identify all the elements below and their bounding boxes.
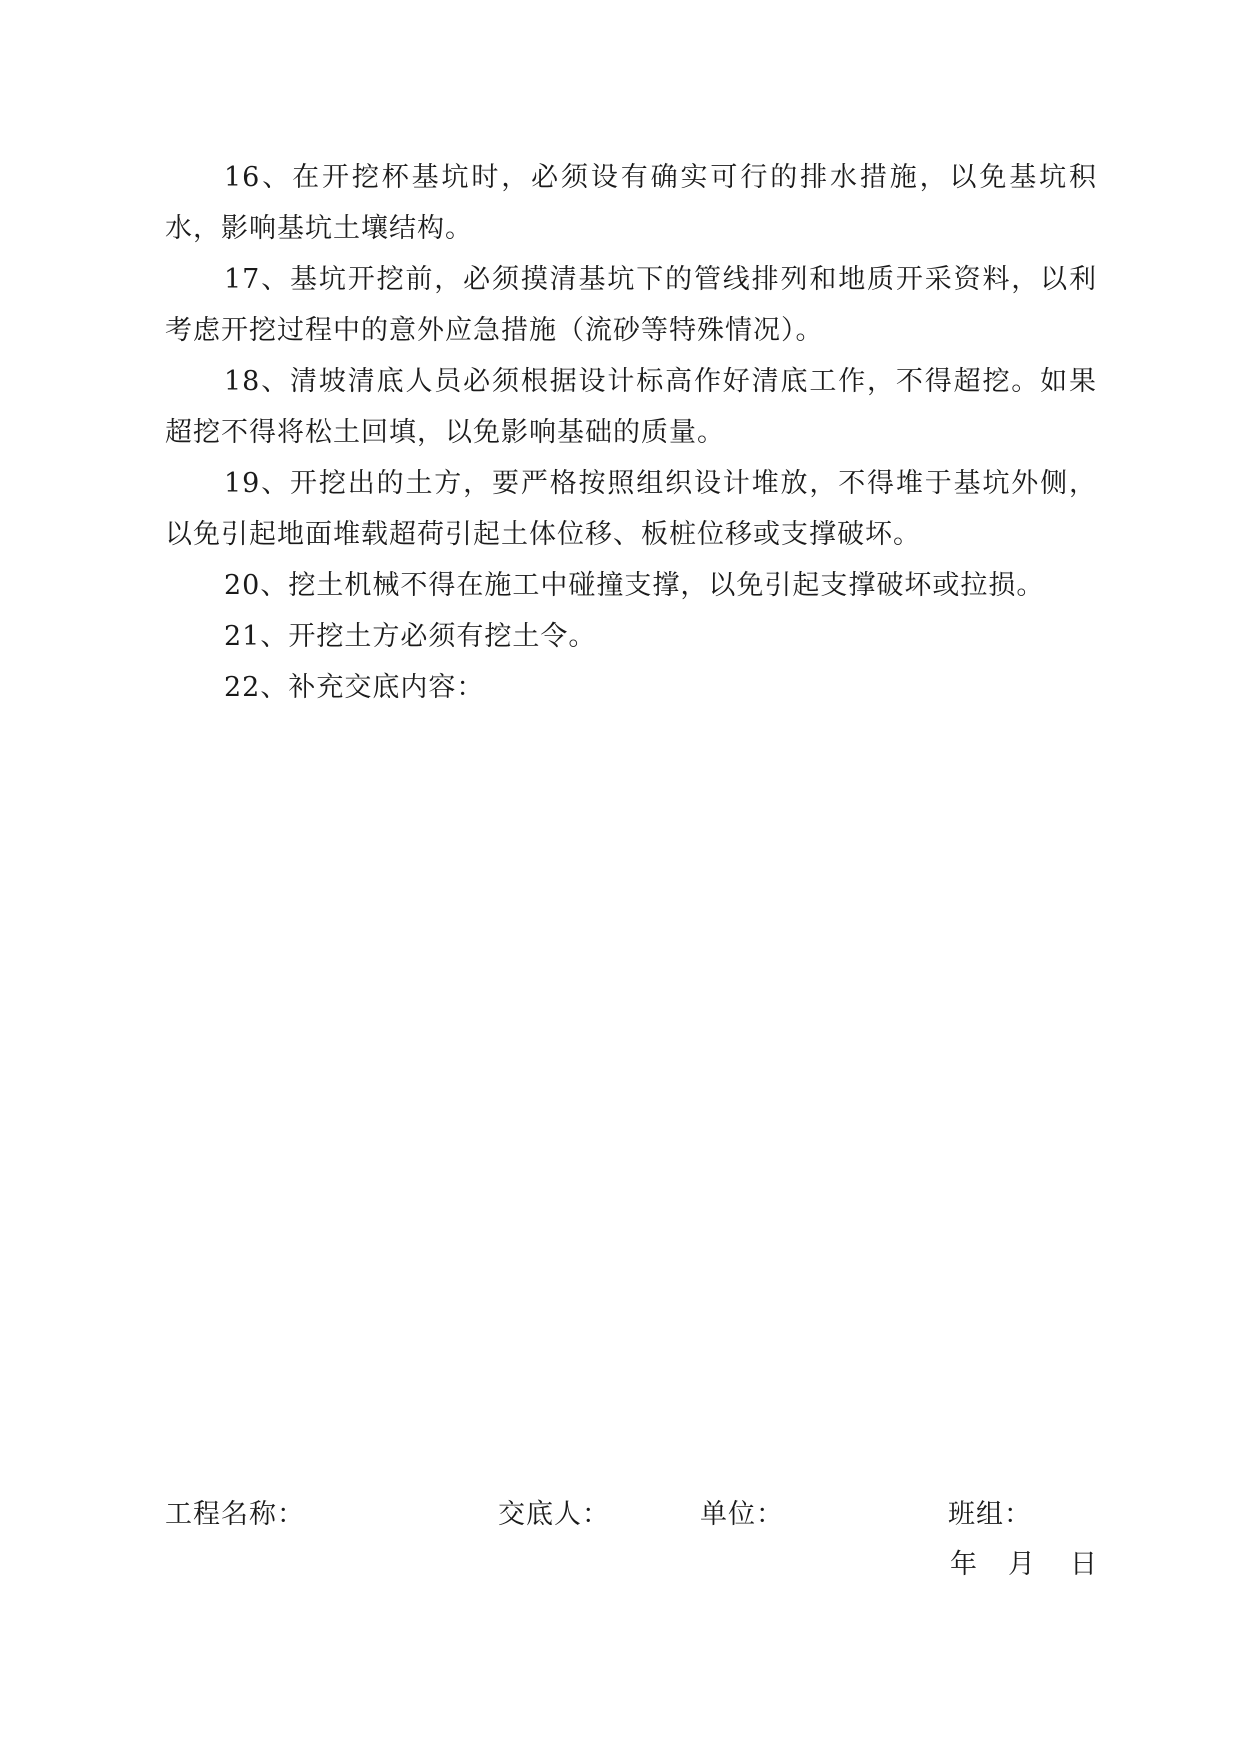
presenter-label: 交底人： [498, 1499, 610, 1530]
signature-row [0, 1495, 1241, 1535]
paragraph-22: 22、补充交底内容： [224, 672, 485, 703]
day-label: 日 [1070, 1549, 1097, 1580]
team-label: 班组： [948, 1499, 1032, 1530]
paragraph-16: 16、在开挖杯基坑时，必须设有确实可行的排水措施，以免基坑积水，影响基坑土壤结构。 [165, 162, 1097, 244]
date-row [950, 1545, 1097, 1585]
unit-label: 单位： [700, 1499, 784, 1530]
paragraph-20: 20、挖土机械不得在施工中碰撞支撑，以免引起支撑破坏或拉损。 [224, 570, 1045, 601]
month-label: 月 [1008, 1549, 1035, 1580]
document-body [165, 152, 1097, 713]
paragraph-21: 21、开挖土方必须有挖土令。 [224, 621, 597, 652]
project-name-label: 工程名称： [165, 1499, 305, 1530]
paragraph-17: 17、基坑开挖前，必须摸清基坑下的管线排列和地质开采资料，以利考虑开挖过程中的意外应急措施（流砂等特殊情况）。 [165, 264, 1097, 346]
paragraph-18: 18、清坡清底人员必须根据设计标高作好清底工作，不得超挖。如果超挖不得将松土回填，以免影响基础的质量。 [165, 366, 1097, 448]
paragraph-19: 19、开挖出的土方，要严格按照组织设计堆放，不得堆于基坑外侧，以免引起地面堆载超荷引起土体位移、板桩位移或支撑破坏。 [165, 468, 1097, 550]
year-label: 年 [950, 1549, 977, 1580]
